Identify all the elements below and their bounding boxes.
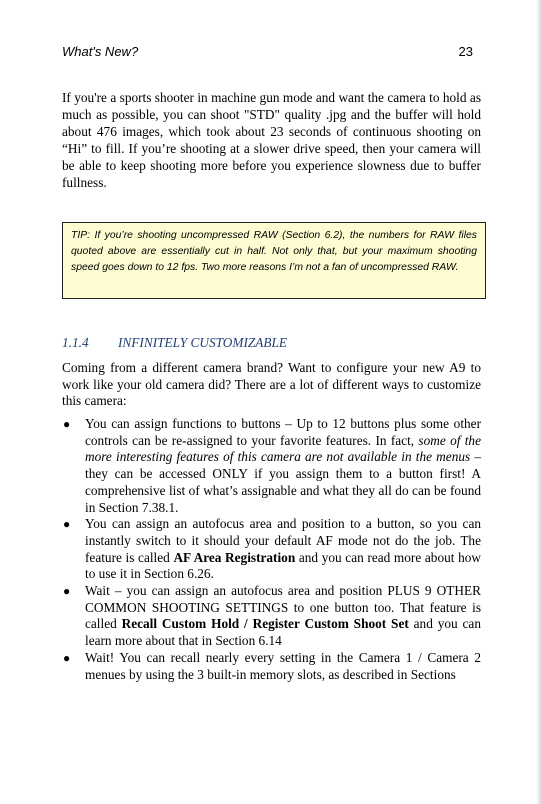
chapter-title: What's New? — [62, 44, 139, 59]
bullet-icon: ● — [63, 517, 71, 532]
bullet-text: You can assign functions to buttons – Up to 12 buttons plus some other controls can be re-assigned to your favorite features. In fact, — [85, 416, 481, 448]
section-number: 1.1.4 — [62, 335, 89, 350]
section-intro-paragraph: Coming from a different camera brand? Want to configure your new A9 to work like your old camera did? There are a lot of different ways to customize this camera: — [62, 360, 481, 408]
bullet-feature-name: AF Area Registration — [173, 549, 296, 565]
bullet-text: Wait! You can recall nearly every setting in the Camera 1 / Camera 2 menues by using the 3 built-in memory slots, as described in Sections — [85, 649, 481, 682]
feature-list — [62, 416, 481, 683]
tip-box: TIP: If you’re shooting uncompressed RAW (Section 6.2), the numbers for RAW files quoted above are essentially cut in half. Not only that, but your maximum shooting speed goes down to 12 fps. Two more reasons I’m not a fan of uncompressed RAW. — [62, 222, 486, 299]
bullet-emphasis: some of the more interesting features of this camera are not available in the menus — [85, 432, 481, 465]
bullet-icon: ● — [63, 650, 71, 665]
bullet-icon: ● — [63, 417, 71, 431]
bullet-text: and you can learn more about that in Section 6.14 — [85, 616, 481, 649]
section-title: INFINITELY CUSTOMIZABLE — [118, 335, 288, 350]
intro-paragraph: If you're a sports shooter in machine gun mode and want the camera to hold as much as possible, you can shoot "STD" quality .jpg and the buffer will hold about 476 images, which took about 23 seconds of continuous shooting on “Hi” to fill. If you’re shooting at a slower drive speed, then your camera will be able to keep shooting more before you experience slowness due to buffer fullness. — [62, 90, 481, 190]
list-item — [62, 516, 481, 583]
list-item — [62, 583, 481, 650]
bullet-icon: ● — [63, 584, 71, 599]
list-item — [62, 416, 481, 516]
bullet-text: – they can be accessed ONLY if you assign them to a button first! A comprehensive list of what’s assignable and what they all do can be found in Section 7.38.1. — [85, 449, 481, 515]
page-number: 23 — [458, 44, 473, 59]
bullet-text: Wait – you can assign an autofocus area and position PLUS 9 OTHER COMMON SHOOTING SETTINGS to one button too. That feature is called — [85, 583, 481, 632]
section-heading — [62, 335, 481, 351]
page-edge-shadow — [536, 0, 541, 804]
bullet-feature-name: Recall Custom Hold / Register Custom Shoot Set — [121, 616, 409, 632]
page-header — [62, 44, 473, 62]
bullet-text: and you can read more about how to use it in Section 6.26. — [85, 549, 481, 582]
list-item — [62, 650, 481, 683]
bullet-text: You can assign an autofocus area and position to a button, so you can instantly switch to it should your default AF mode not do the job. The feature is called — [85, 516, 481, 565]
